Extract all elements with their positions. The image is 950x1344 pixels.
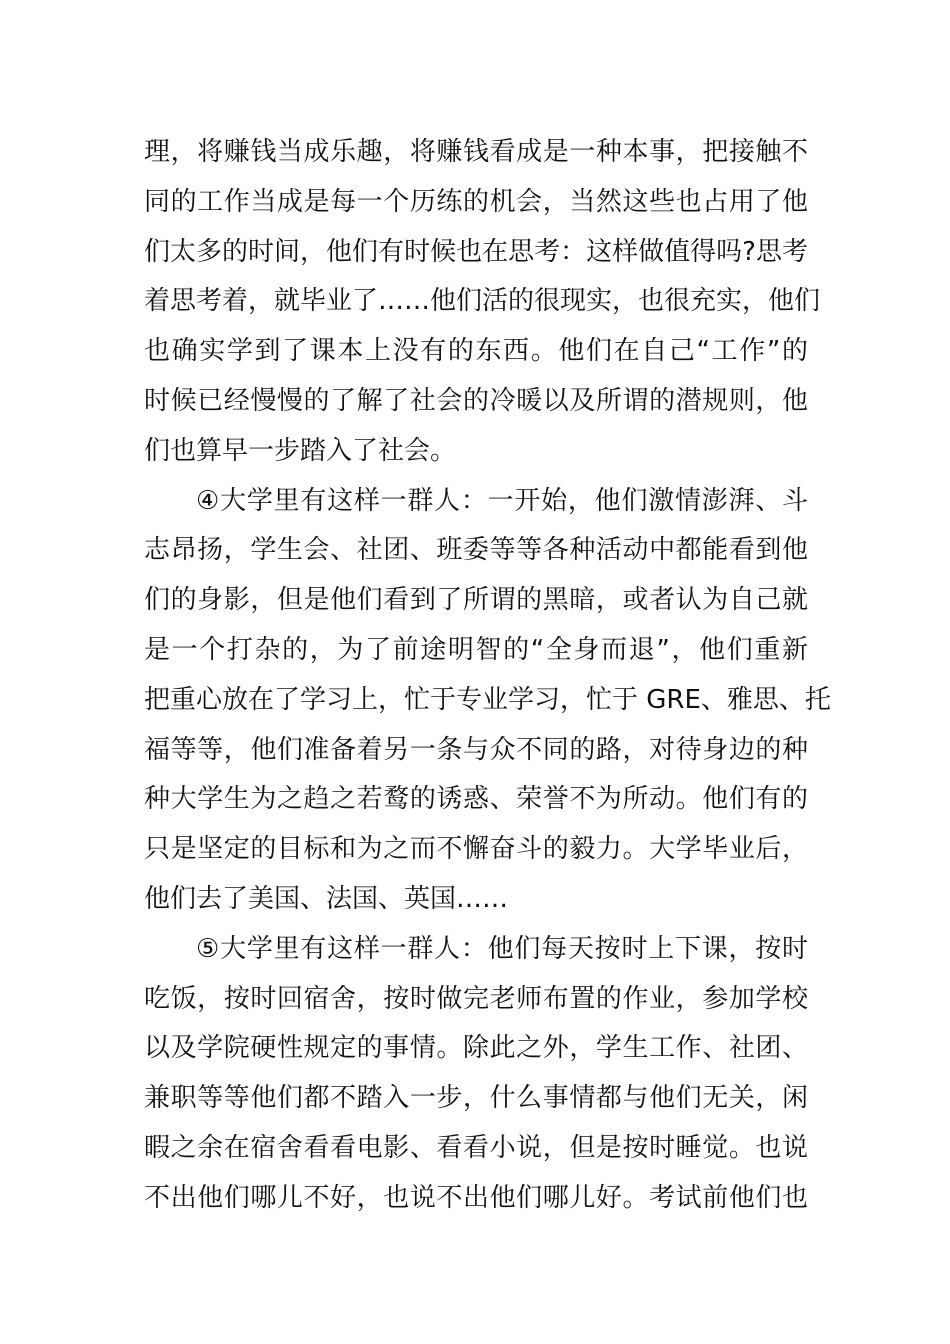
text-line: 同的工作当成是每一个历练的机会，当然这些也占用了他 bbox=[144, 186, 808, 217]
text-line: 们的身影，但是他们看到了所谓的黑暗，或者认为自己就 bbox=[144, 585, 808, 616]
text-line: 不出他们哪儿不好，也说不出他们哪儿好。考试前他们也 bbox=[144, 1182, 808, 1213]
text-line: 志昂扬，学生会、社团、班委等等各种活动中都能看到他 bbox=[144, 535, 808, 566]
text-line: 们也算早一步踏入了社会。 bbox=[144, 435, 457, 466]
text-line: 以及学院硬性规定的事情。除此之外，学生工作、社团、 bbox=[144, 1033, 808, 1064]
text-line: 种大学生为之趋之若鹜的诱惑、荣誉不为所动。他们有的 bbox=[144, 784, 808, 815]
text-line: 暇之余在宿舍看看电影、看看小说，但是按时睡觉。也说 bbox=[144, 1132, 808, 1163]
text-line: 着思考着，就毕业了……他们活的很现实，也很充实，他们 bbox=[144, 286, 821, 317]
text-line: 他们去了美国、法国、英国…… bbox=[144, 883, 509, 914]
text-line: 把重心放在了学习上，忙于专业学习，忙于 GRE、雅思、托 bbox=[144, 684, 831, 715]
text-line: 时候已经慢慢的了解了社会的冷暖以及所谓的潜规则，他 bbox=[144, 385, 808, 416]
text-line: 也确实学到了课本上没有的东西。他们在自己“工作”的 bbox=[144, 336, 808, 367]
text-line: 福等等，他们准备着另一条与众不同的路，对待身边的种 bbox=[144, 734, 808, 765]
text-line: 理，将赚钱当成乐趣，将赚钱看成是一种本事，把接触不 bbox=[144, 137, 808, 167]
text-line: 兼职等等他们都不踏入一步，什么事情都与他们无关，闲 bbox=[144, 1083, 808, 1114]
document-body bbox=[144, 128, 831, 1224]
text-line: 是一个打杂的，为了前途明智的“全身而退”，他们重新 bbox=[144, 634, 808, 665]
paragraph-start-line: ④大学里有这样一群人：一开始，他们激情澎湃、斗 bbox=[196, 485, 808, 516]
text-line: 们太多的时间，他们有时候也在思考：这样做值得吗?思考 bbox=[144, 236, 808, 267]
text-line: 只是坚定的目标和为之而不懈奋斗的毅力。大学毕业后， bbox=[144, 834, 808, 865]
paragraph-start-line: ⑤大学里有这样一群人：他们每天按时上下课，按时 bbox=[196, 933, 808, 964]
text-line: 吃饭，按时回宿舍，按时做完老师布置的作业，参加学校 bbox=[144, 983, 808, 1014]
